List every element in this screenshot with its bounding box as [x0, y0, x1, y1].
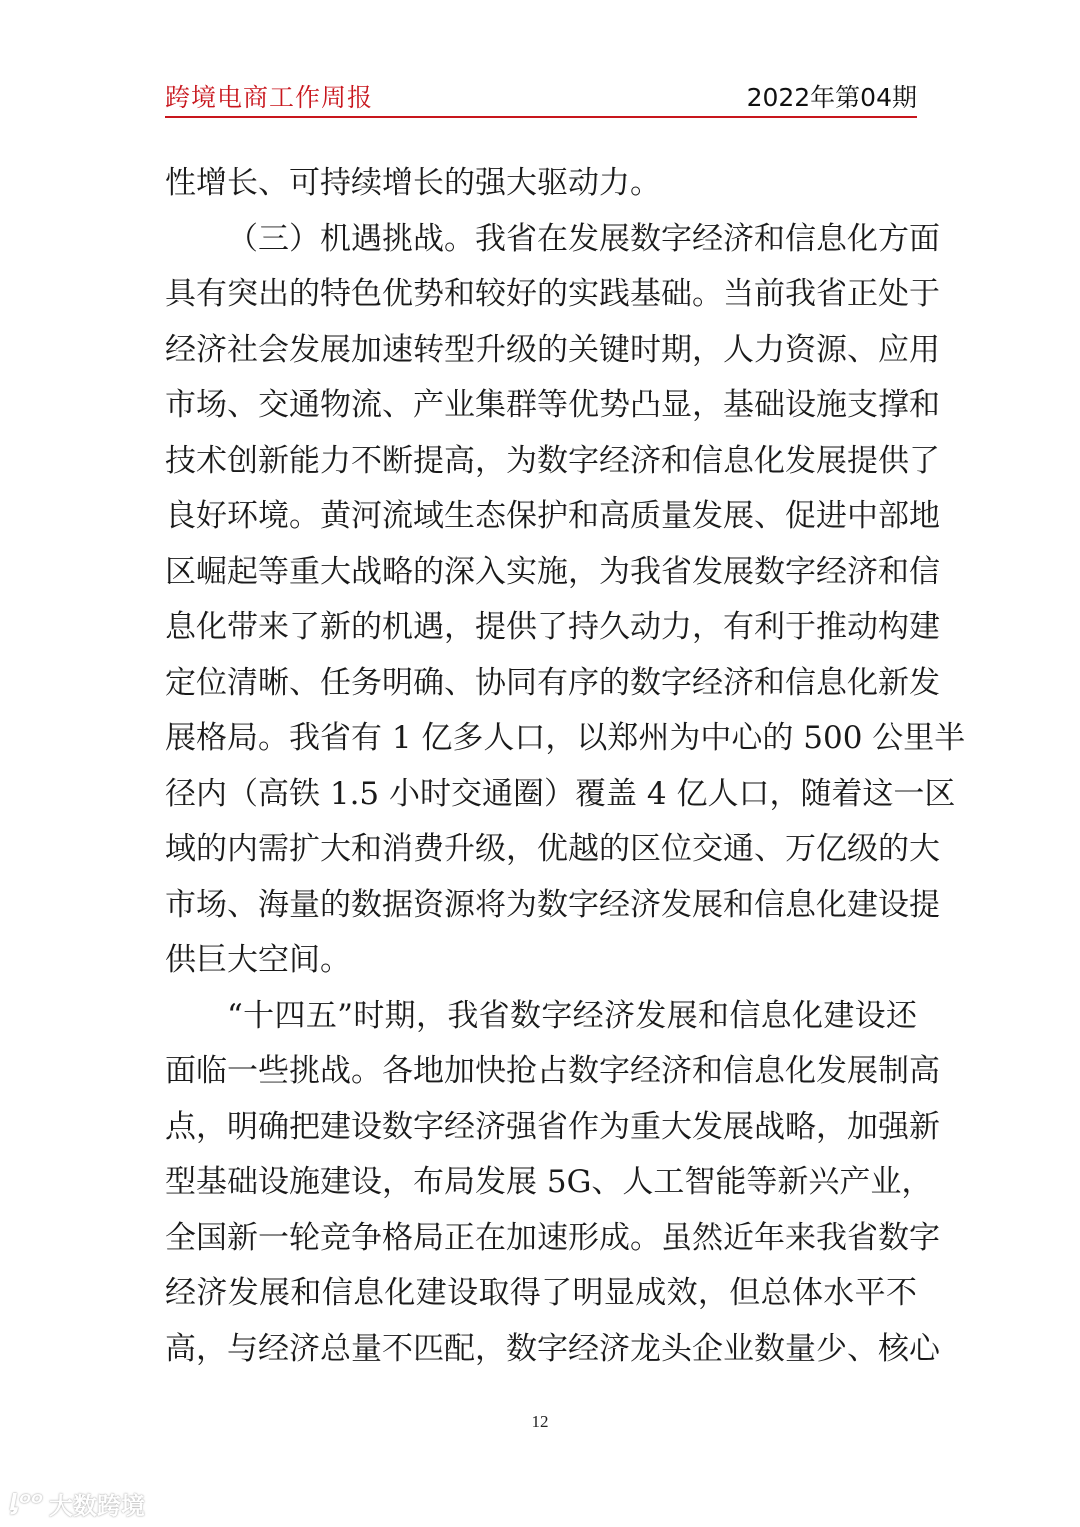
text-line: 面临一些挑战。各地加快抢占数字经济和信息化发展制高	[165, 1053, 940, 1089]
text-line: 息化带来了新的机遇，提供了持久动力，有利于推动构建	[165, 609, 940, 645]
watermark-text: 大数跨境	[48, 1492, 145, 1520]
text-line: 经济社会发展加速转型升级的关键时期，人力资源、应用	[165, 331, 940, 368]
text-line: 展格局。我省有 1 亿多人口，以郑州为中心的 500 公里半	[165, 720, 966, 756]
text-line: 全国新一轮竞争格局正在加速形成。虽然近年来我省数字	[165, 1219, 940, 1256]
text-line: 区崛起等重大战略的深入实施，为我省发展数字经济和信	[165, 553, 940, 590]
text-line: 技术创新能力不断提高，为数字经济和信息化发展提供了	[165, 442, 940, 479]
page-header	[165, 72, 917, 112]
header-divider	[165, 116, 917, 118]
header-issue-number: 2022年第04期	[746, 83, 917, 112]
text-line: 市场、交通物流、产业集群等优势凸显，基础设施支撑和	[165, 387, 940, 423]
watermark-logo-icon: ᶅᴼᴼ	[8, 1491, 43, 1516]
body-text	[165, 156, 966, 1377]
text-line: 高，与经济总量不匹配，数字经济龙头企业数量少、核心	[165, 1330, 940, 1367]
text-line: 定位清晰、任务明确、协同有序的数字经济和信息化新发	[165, 664, 940, 701]
watermark	[8, 1486, 145, 1521]
text-line: 经济发展和信息化建设取得了明显成效，但总体水平不	[165, 1275, 917, 1311]
text-line: 域的内需扩大和消费升级，优越的区位交通、万亿级的大	[165, 831, 940, 867]
header-title: 跨境电商工作周报	[165, 83, 374, 112]
text-line: 良好环境。黄河流域生态保护和高质量发展、促进中部地	[165, 498, 940, 534]
text-line: 具有突出的特色优势和较好的实践基础。当前我省正处于	[165, 276, 940, 312]
text-line: 供巨大空间。	[165, 942, 351, 978]
text-line: 型基础设施建设，布局发展 5G、人工智能等新兴产业，	[165, 1164, 933, 1200]
text-line: 点，明确把建设数字经济强省作为重大发展战略，加强新	[165, 1108, 940, 1145]
text-line: （三）机遇挑战。我省在发展数字经济和信息化方面	[227, 220, 940, 257]
text-line: “十四五”时期，我省数字经济发展和信息化建设还	[227, 997, 917, 1034]
text-line: 市场、海量的数据资源将为数字经济发展和信息化建设提	[165, 886, 940, 923]
text-line: 径内（高铁 1.5 小时交通圈）覆盖 4 亿人口，随着这一区	[165, 775, 956, 812]
page-number: 12	[531, 1412, 549, 1431]
text-line: 性增长、可持续增长的强大驱动力。	[165, 165, 661, 201]
